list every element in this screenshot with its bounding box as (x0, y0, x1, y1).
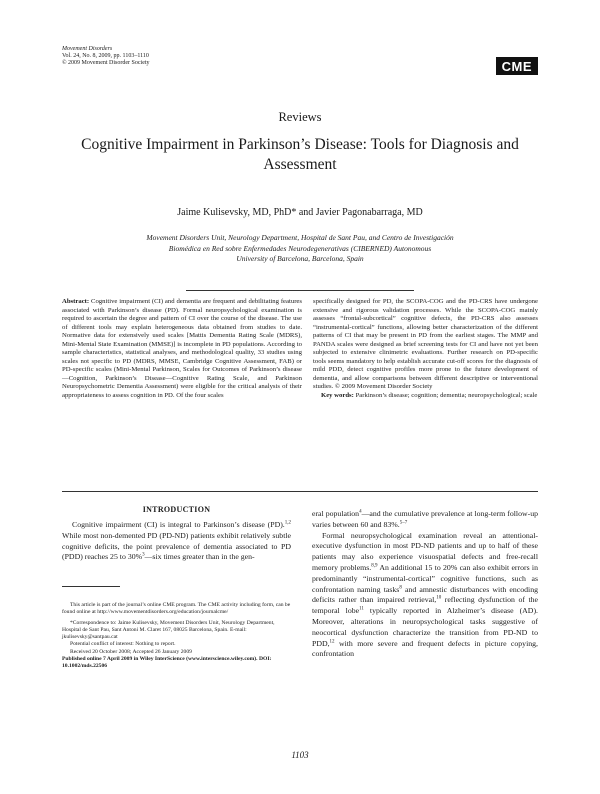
abstract-text: Cognitive impairment (CI) and dementia are frequent and debilitating features associated with Parkinson’s disease (PD). Formal neuropsychological examination is required to ascertain the degree and pattern of CI over the course of the disease. The use of different tools may explain heterogeneous data obtained from studies to date. Normative data for extensively used scales [Mattis Dementia Rating Scale (MDRS), Mini-Mental State Examination (MMSE)] is incomplete in PD populations. According to sample characteristics, statistical analyses, and methodological quality, 33 studies using scales not specific to PD (MDRS, MMSE, Cambridge Cognitive Assessment, FAB) or PD-specific scales (Mini-Mental Parkinson, Scales for Outcomes of Parkinson’s disease—Cognition, Parkinson’s Disease—Cognitive Rating Scale, and Parkinson Neuropsychometric Dementia Assessment) were eligible for the critical analysis of their appropriateness to assess cognition in PD. Of the four scales (62, 298, 302, 400)
abstract-divider (62, 491, 538, 492)
abstract-label: Abstract: (62, 298, 90, 305)
cme-badge: CME (496, 57, 538, 75)
section-label: Reviews (278, 110, 322, 124)
title-divider (186, 290, 414, 291)
affiliation-line: University of Barcelona, Barcelona, Spain (236, 254, 364, 263)
section-heading-introduction: INTRODUCTION (142, 505, 211, 514)
paragraph: eral population$^4$—and the cumulative prevalence at long-term follow-up varies between 60 and 83%.$^{5-7}$ (312, 509, 538, 529)
journal-name: Movement Disorders (62, 46, 113, 52)
footnote-cme: This article is part of the journal’s online CME program. The CME activity including form, can be found online at http://www.movementdisorders.org/education/journalcme/ (62, 602, 291, 616)
affiliation-line: Biomédica en Red sobre Enfermedades Neurodegenerativas (CIBERNED) Autonomous (168, 243, 432, 253)
keywords-text: Parkinson’s disease; cognition; dementia; neuropsychological; scale (355, 392, 538, 400)
footnote-conflict: Potential conflict of interest: Nothing to report. (70, 641, 176, 648)
keywords (313, 392, 538, 401)
abstract-text-continued: specifically designed for PD, the SCOPA-COG and the PD-CRS have undergone extensive and rigorous validation processes. While the SCOPA-COG mainly assesses “frontal-subcortical” cognitive defects, the PD-CRS also assesses “instrumental-cortical” functions, allowing better characterization of the different patterns of CI that may be present in PD from the earliest stages. The MMP and PANDA scales were designed as brief screening tests for CI and have not yet been subjected to extensive clinimetric evaluations. Further research on PD-specific tools seems mandatory to help establish accurate cut-off scores for the diagnosis of mild PDD, detect cognitive profiles more prone to the future development of dementia, and allow comparisons between different descriptive or interventional studies. © 2009 Movement Disorder Society (313, 298, 538, 391)
footnotes (62, 602, 291, 670)
footnote-published: Published online 7 April 2009 in Wiley InterScience (www.interscience.wiley.com). DOI: 10.1002/mds.22506 (62, 655, 272, 669)
journal-info (62, 46, 150, 68)
keywords-label: Key words: (321, 392, 354, 400)
body-right-column (312, 509, 538, 660)
author-list: Jaime Kulisevsky, MD, PhD* and Javier Pagonabarraga, MD (177, 207, 423, 218)
journal-copyright: © 2009 Movement Disorder Society (62, 60, 150, 67)
affiliation (100, 233, 500, 265)
body-left-column (62, 520, 291, 563)
paragraph: Formal neuropsychological examination reveal an attentional-executive dysfunction in most PD-ND patients and up to half of these patients may also experience visuospatial defects and free-recall memory problems.$^{8,9}$ An additional 15 to 20% can also exhibit errors in predominantly “instrumental-cortical” cognitive functions, such as confrontation naming tasks$^8$ and amnestic disturbances with encoding deficits rather than impaired retrieval,$^{10}$ reflecting dysfunction of the temporal lobe$^{11}$ typically reported in Alzheimer’s disease (AD). Moreover, alterations in neuropsychological tasks suggestive of neocortical dysfunction characterize the transition from PD-ND to PDD,$^{12}$ with more severe and frequent defects in picture copying, confrontation (312, 530, 538, 659)
footnote-correspondence: *Correspondence to: Jaime Kulisevsky, Movement Disorders Unit, Neurology Department, Hospital de Sant Pau, Sant Antoni M. Claret 167, 08025 Barcelona, Spain. E-mail: jkulisevsky@santpau.cat (62, 620, 275, 641)
journal-volume: Vol. 24, No. 8, 2009, pp. 1103–1110 (62, 53, 149, 60)
page-number: 1103 (291, 750, 309, 760)
paragraph: Cognitive impairment (CI) is integral to Parkinson’s disease (PD).$^{1,2}$ While most non-demented PD (PD-ND) patients exhibit relatively subtle cognitive deficits, the point prevalence of dementia associated to PD (PDD) reaches 25 to 30%$^3$—six times greater than in the gen- (62, 520, 291, 562)
article-title: Cognitive Impairment in Parkinson’s Disease: Tools for Diagnosis and Assessment (81, 136, 519, 173)
abstract-right-column (313, 298, 538, 401)
abstract-left-column (62, 298, 302, 401)
footnote-rule (62, 586, 120, 587)
affiliation-line: Movement Disorders Unit, Neurology Department, Hospital de Sant Pau, and Centro de Investigación (146, 233, 454, 242)
footnote-received: Received 20 October 2008; Accepted 26 January 2009 (70, 648, 192, 655)
